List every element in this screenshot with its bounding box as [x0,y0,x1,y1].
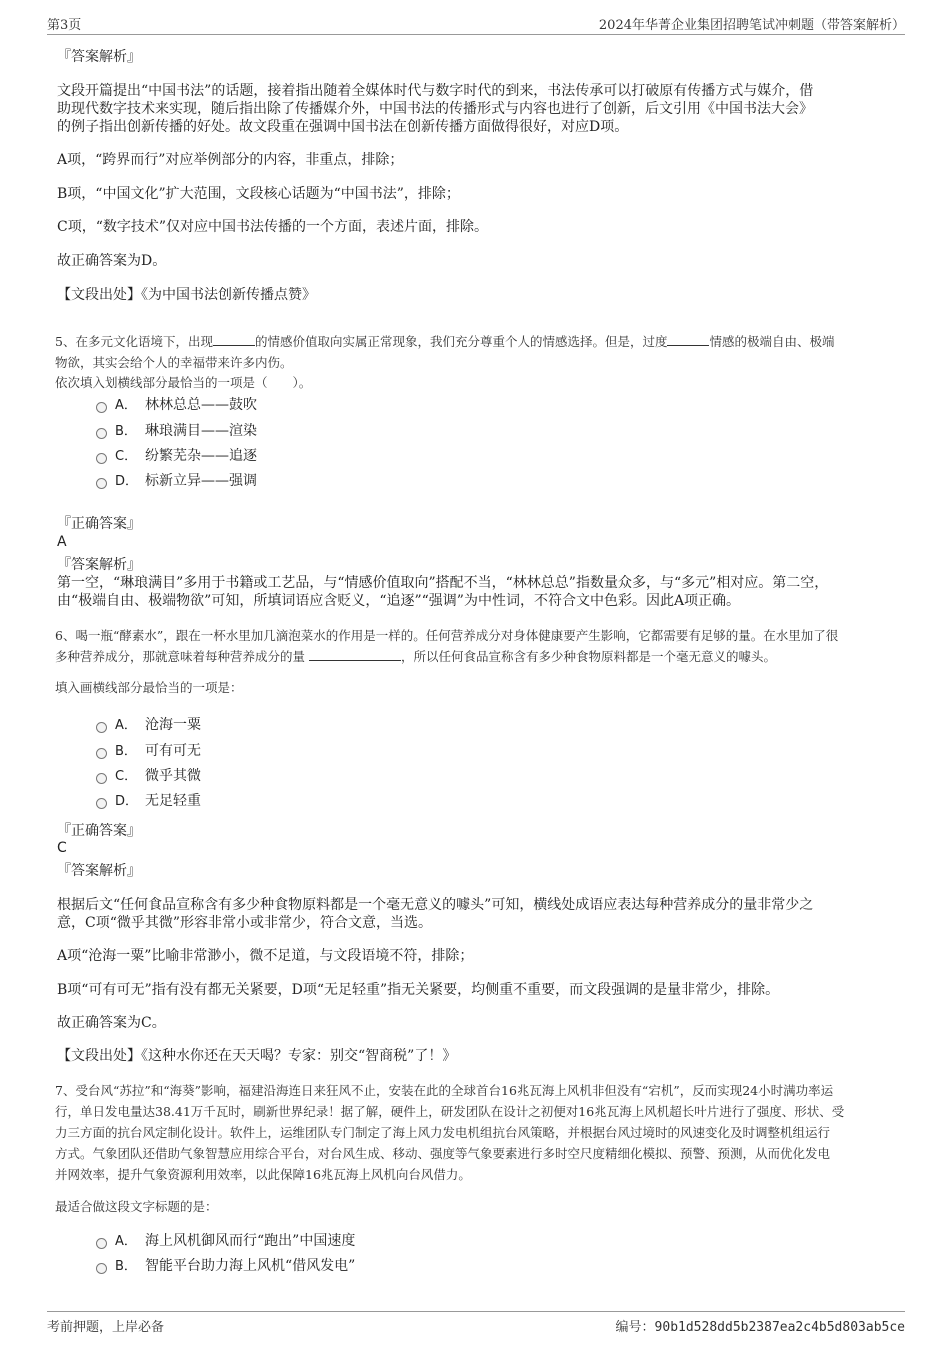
radio-icon[interactable] [96,722,107,733]
q4-source: 【文段出处】《为中国书法创新传播点赞》 [57,287,316,303]
radio-icon[interactable] [96,453,107,464]
radio-icon[interactable] [96,773,107,784]
q5-analysis-line1: 第一空，“琳琅满目”多用于书籍或工艺品，与“情感价值取向”搭配不当，“林林总总”指数量众多，与“多元”相对应。第二空， [57,575,829,591]
radio-icon[interactable] [96,478,107,489]
blank-1 [213,333,255,346]
q6-stem-line2: 多种营养成分，那就意味着每种营养成分的量 ，所以任何食品宣称含有多少种食物原料都是一个毫无意义的噱头。 [55,649,777,664]
q6-prompt: 填入画横线部分最恰当的一项是： [55,680,243,695]
q6-correct-label: 『正确答案』 [57,823,141,839]
q6-option-c[interactable]: C． 微乎其微 [96,766,201,786]
radio-icon[interactable] [96,1238,107,1249]
blank [309,648,401,661]
q7-stem-line5: 并网效率，提升气象资源利用效率，以此保障16兆瓦海上风机向台风借力。 [55,1167,471,1182]
q6-correct-answer: C [57,840,67,856]
q6-option-a-analysis: A项“沧海一粟”比喻非常渺小，微不足道，与文段语境不符，排除； [57,948,474,964]
q4-analysis-line2: 助现代数字技术来实现，随后指出除了传播媒介外，中国书法的传播形式与内容也进行了创新，后文引用《中国书法大会》 [57,101,813,117]
q5-stem-line1: 5、在多元文化语境下，出现 的情感价值取向实属正常现象，我们充分尊重个人的情感选择。但是，过度 情感的极端自由、极端 [55,334,835,349]
q6-analysis-line1: 根据后文“任何食品宣称含有多少种食物原料都是一个毫无意义的噱头”可知，横线处成语应表达每种营养成分的量非常少之 [57,897,814,913]
q6-conclusion: 故正确答案为C。 [57,1015,166,1031]
q6-stem-line1: 6、喝一瓶“酵素水”，跟在一杯水里加几滴泡菜水的作用是一样的。任何营养成分对身体健康要产生影响，它都需要有足够的量。在水里加了很 [55,628,839,643]
radio-icon[interactable] [96,428,107,439]
document-code: 编号：90b1d528dd5b2387ea2c4b5d803ab5ce [615,1320,905,1335]
q5-option-a[interactable]: A． 林林总总——鼓吹 [96,395,257,415]
radio-icon[interactable] [96,402,107,413]
q7-stem-line2: 行，单日发电量达38.41万千瓦时，刷新世界纪录！据了解，硬件上，研发团队在设计之初便对16兆瓦海上风机超长叶片进行了强度、形状、受 [55,1104,845,1119]
q4-option-a-analysis: A项，“跨界而行”对应举例部分的内容，非重点，排除； [57,152,404,168]
q5-analysis-line2: 由“极端自由、极端物欲”可知，所填词语应含贬义，“追逐”“强调”为中性词，不符合文中色彩。因此A项正确。 [57,593,741,609]
q7-option-b[interactable]: B． 智能平台助力海上风机“借风发电” [96,1256,355,1276]
q5-analysis-label: 『答案解析』 [57,557,141,573]
document-title: 2024年华菁企业集团招聘笔试冲刺题（带答案解析） [598,18,905,33]
q7-stem-line3: 力三方面的抗台风定制化设计。软件上，运维团队专门制定了海上风力发电机组抗台风策略，并根据台风过境时的风速变化及时调整机组运行 [55,1125,831,1140]
q4-analysis-label: 『答案解析』 [57,49,141,65]
q6-analysis-label: 『答案解析』 [57,863,141,879]
q5-correct-label: 『正确答案』 [57,516,141,532]
radio-icon[interactable] [96,748,107,759]
q6-analysis-line2: 意，C项“微乎其微”形容非常小或非常少，符合文意，当选。 [57,915,433,931]
q7-prompt: 最适合做这段文字标题的是： [55,1199,218,1214]
q6-option-bd-analysis: B项“可有可无”指有没有都无关紧要，D项“无足轻重”指无关紧要，均侧重不重要，而文段强调的是量非常少，排除。 [57,982,780,998]
q6-option-a[interactable]: A． 沧海一粟 [96,715,201,735]
page-number: 第3页 [47,18,82,33]
q5-stem-line2: 物欲，其实会给个人的幸福带来许多内伤。 [55,355,293,370]
q4-option-c-analysis: C项，“数字技术”仅对应中国书法传播的一个方面，表述片面，排除。 [57,219,489,235]
q5-option-c[interactable]: C． 纷繁芜杂——追逐 [96,446,257,466]
footer-slogan: 考前押题，上岸必备 [47,1320,165,1335]
q5-option-b[interactable]: B． 琳琅满目——渲染 [96,421,257,441]
page-footer [47,1311,905,1338]
q4-option-b-analysis: B项，“中国文化”扩大范围，文段核心话题为“中国书法”，排除； [57,186,460,202]
page-header [47,12,905,35]
q6-option-d[interactable]: D． 无足轻重 [96,791,201,811]
q7-stem-line1: 7、受台风“苏拉”和“海葵”影响，福建沿海连日来狂风不止，安装在此的全球首台16兆瓦海上风机非但没有“宕机”，反而实现24小时满功率运 [55,1083,834,1098]
q5-prompt: 依次填入划横线部分最恰当的一项是（ ）。 [55,375,312,390]
radio-icon[interactable] [96,1263,107,1274]
q4-conclusion: 故正确答案为D。 [57,253,167,269]
q4-analysis-line1: 文段开篇提出“中国书法”的话题，接着指出随着全媒体时代与数字时代的到来，书法传承可以打破原有传播方式与媒介，借 [57,83,814,99]
q6-option-b[interactable]: B． 可有可无 [96,741,201,761]
q7-option-a[interactable]: A． 海上风机御风而行“跑出”中国速度 [96,1231,355,1251]
q4-analysis-line3: 的例子指出创新传播的好处。故文段重在强调中国书法在创新传播方面做得很好，对应D项。 [57,119,629,135]
q6-source: 【文段出处】《这种水你还在天天喝？专家：别交“智商税”了！》 [57,1048,457,1064]
radio-icon[interactable] [96,798,107,809]
q7-stem-line4: 方式。气象团队还借助气象智慧应用综合平台，对台风生成、移动、强度等气象要素进行多时空尺度精细化模拟、预警、预测，从而优化发电 [55,1146,831,1161]
q5-correct-answer: A [57,534,67,550]
blank-2 [667,333,709,346]
q5-option-d[interactable]: D． 标新立异——强调 [96,471,257,491]
